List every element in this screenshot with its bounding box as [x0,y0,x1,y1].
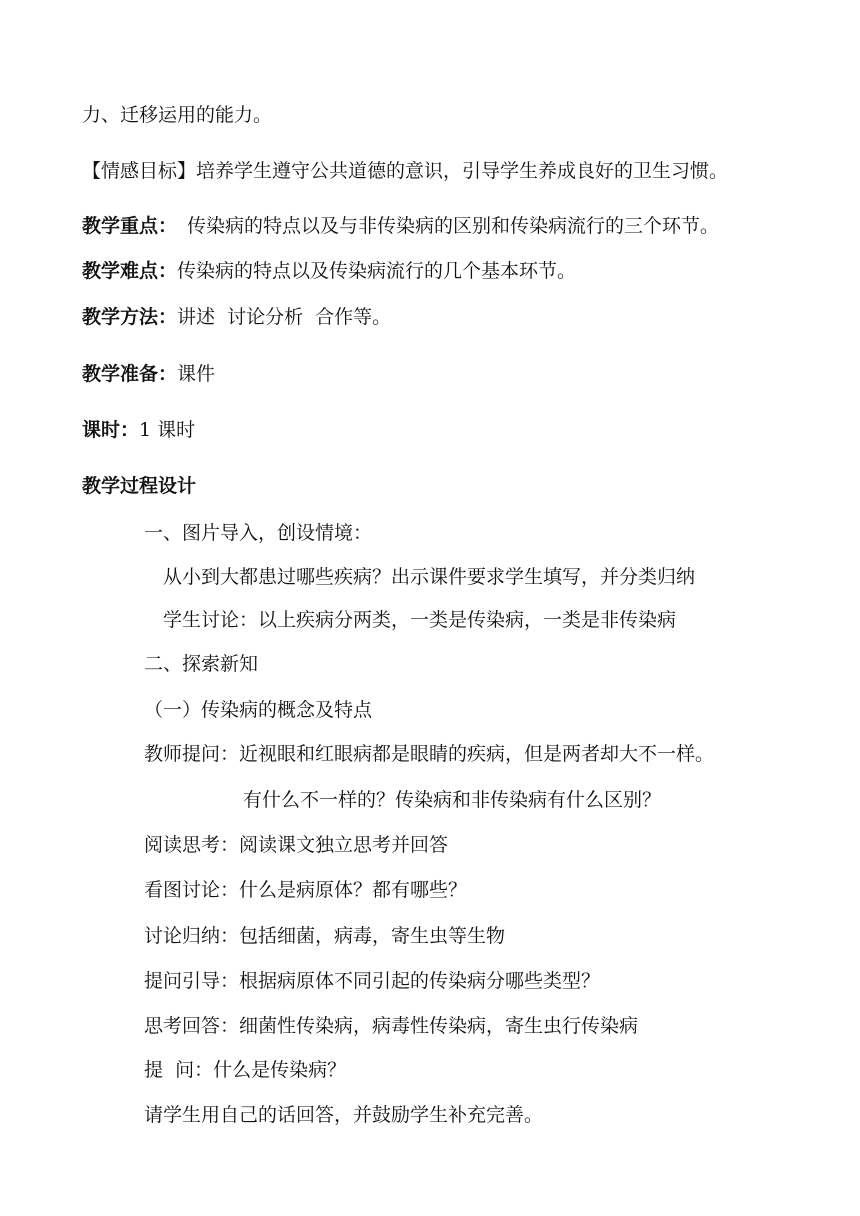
paragraph-text: 思考回答：细菌性传染病，病毒性传染病，寄生虫行传染病 [144,1015,639,1037]
guiding-question [144,969,600,993]
step-one-discussion [163,608,676,632]
step-one-question [163,565,695,589]
paragraph-text: 从小到大都患过哪些疾病？出示课件要求学生填写，并分类归纳 [163,566,696,588]
class-hours-label: 课时： [82,419,140,441]
teaching-focus [82,214,719,238]
section-heading-process [82,474,196,498]
step-two-heading [144,652,258,676]
paragraph-affective-goal [82,159,728,183]
thinking-answer [144,1014,638,1038]
discussion-summary [144,924,505,948]
teaching-preparation-text: 课件 [177,363,216,385]
paragraph-text: 教师提问：近视眼和红眼病都是眼睛的疾病，但是两者却大不一样。 [144,743,715,765]
paragraph-text: 力、迁移运用的能力。 [82,104,273,126]
question-what-is [144,1058,346,1082]
student-answer-instruction [144,1103,543,1127]
step-one-heading [144,521,372,545]
picture-discussion [144,878,467,902]
paragraph-text: 请学生用自己的话回答，并鼓励学生补充完善。 [144,1104,544,1126]
paragraph-text: 提 问：什么是传染病？ [144,1059,347,1081]
paragraph-text: （一）传染病的概念及特点 [144,699,373,721]
teaching-focus-text: 传染病的特点以及与非传染病的区别和传染病流行的三个环节。 [187,215,720,237]
paragraph-text: 【情感目标】培养学生遵守公共道德的意识，引导学生养成良好的卫生习惯。 [82,160,729,182]
paragraph-text: 一、图片导入，创设情境： [144,522,373,544]
paragraph-ability [82,103,272,127]
paragraph-text: 看图讨论：什么是病原体？都有哪些？ [144,879,468,901]
teaching-difficulty [82,259,576,283]
teaching-focus-label: 教学重点： [82,215,178,237]
paragraph-text: 学生讨论：以上疾病分两类，一类是传染病，一类是非传染病 [163,609,677,631]
section-heading-text: 教学过程设计 [82,475,197,497]
teaching-preparation [82,362,215,386]
teaching-preparation-label: 教学准备： [82,363,178,385]
paragraph-text: 阅读思考：阅读课文独立思考并回答 [144,834,449,856]
reading-thinking [144,833,448,857]
teaching-method-label: 教学方法： [82,306,178,328]
paragraph-text: 有什么不一样的？传染病和非传染病有什么区别？ [243,789,662,811]
teaching-method [82,305,391,329]
paragraph-text: 讨论归纳：包括细菌，病毒，寄生虫等生物 [144,925,506,947]
teacher-question-continued [243,788,661,812]
paragraph-text: 二、探索新知 [144,653,259,675]
class-hours [82,418,195,442]
paragraph-text: 提问引导：根据病原体不同引起的传染病分哪些类型？ [144,970,601,992]
class-hours-text: 1 课时 [139,419,196,441]
teaching-method-text: 讲述 讨论分析 合作等。 [177,306,392,328]
teacher-question [144,742,714,766]
subsection-concept [144,698,372,722]
teaching-difficulty-label: 教学难点： [82,260,178,282]
teaching-difficulty-text: 传染病的特点以及传染病流行的几个基本环节。 [177,260,577,282]
